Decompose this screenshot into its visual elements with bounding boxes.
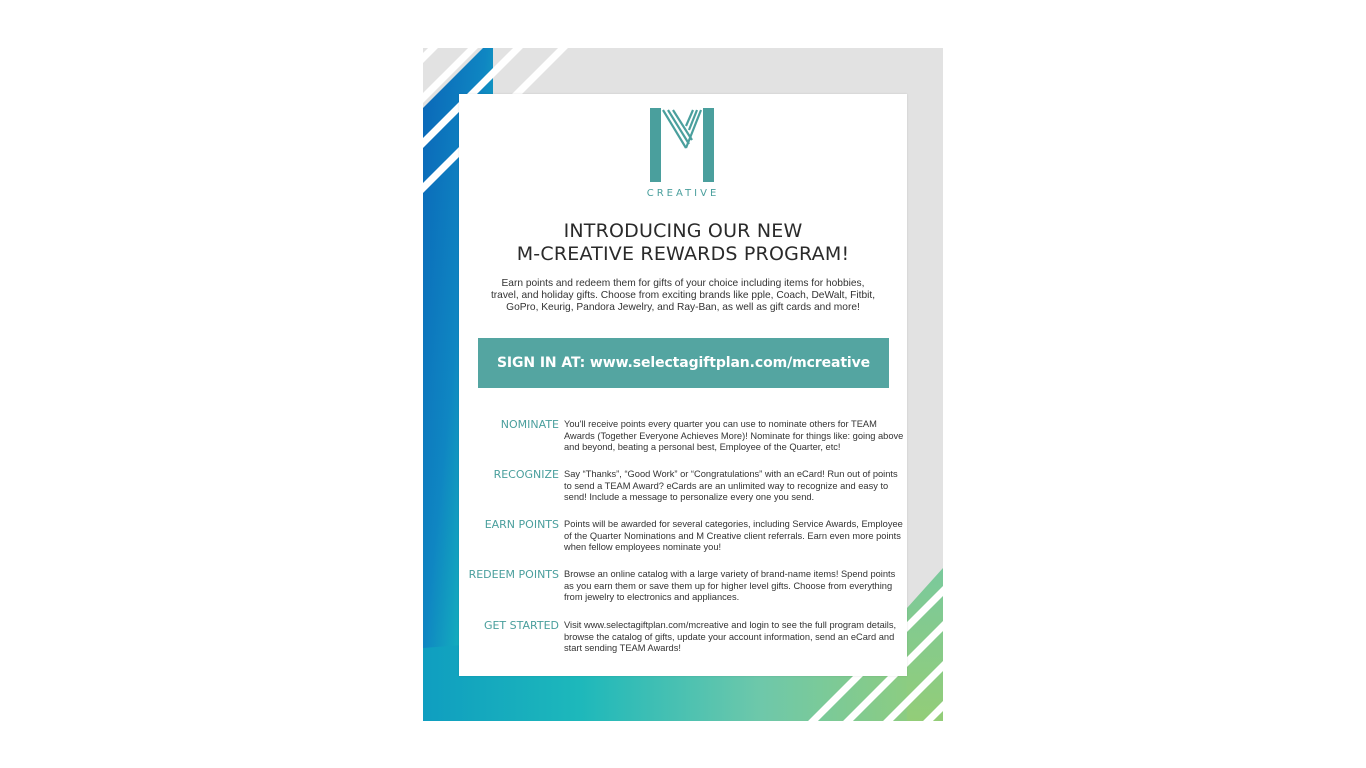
intro-paragraph: Earn points and redeem them for gifts of your choice including items for hobbies, travel, and holiday gifts. Choose from exciting brands like pple, Coach, DeWalt, Fitbit, GoPro, Keurig, Pandora Jewelry, and Ray-Ban, as well as gift cards and more! bbox=[490, 278, 876, 313]
section-label: RECOGNIZE bbox=[493, 468, 559, 481]
section-label: GET STARTED bbox=[483, 619, 559, 632]
m-logo-icon bbox=[648, 108, 718, 182]
section-text: Say “Thanks”, “Good Work” or “Congratulations” with an eCard! Run out of points to send a TEAM Award? eCards are an unlimited way to recognize and easy to send! Include a message to personalize every one you send. bbox=[564, 469, 898, 503]
section-text: Points will be awarded for several categories, including Service Awards, Employee of the Quarter Nominations and M Creative client referrals. Earn even more points when fellow employees nominate you! bbox=[564, 519, 903, 553]
section-text: You'll receive points every quarter you can use to nominate others for TEAM Awards (Together Everyone Achieves More)! Nominate for things like: going above and beyond, beating a personal best, Employee of the Quarter, etc! bbox=[564, 419, 904, 453]
section-label: REDEEM POINTS bbox=[468, 568, 559, 581]
rewards-flyer bbox=[423, 48, 943, 721]
section-label: NOMINATE bbox=[500, 418, 559, 431]
logo-wordmark: CREATIVE bbox=[646, 188, 720, 199]
section-text: Browse an online catalog with a large variety of brand-name items! Spend points as you earn them or save them up for higher level gifts. Choose from everything from jewelry to electronics and appliances. bbox=[564, 569, 896, 603]
headline-line-2: M-CREATIVE REWARDS PROGRAM! bbox=[516, 243, 850, 265]
section-label: EARN POINTS bbox=[484, 518, 559, 531]
logo bbox=[459, 108, 907, 199]
headline bbox=[459, 220, 907, 266]
content-card bbox=[459, 94, 907, 676]
headline-line-1: INTRODUCING OUR NEW bbox=[563, 220, 803, 242]
section-text: Visit www.selectagiftplan.com/mcreative and login to see the full program details, browse the catalog of gifts, update your account information, send an eCard and start sending TEAM Awards! bbox=[564, 620, 897, 654]
sign-in-banner[interactable]: SIGN IN AT: www.selectagiftplan.com/mcreative bbox=[478, 338, 889, 388]
